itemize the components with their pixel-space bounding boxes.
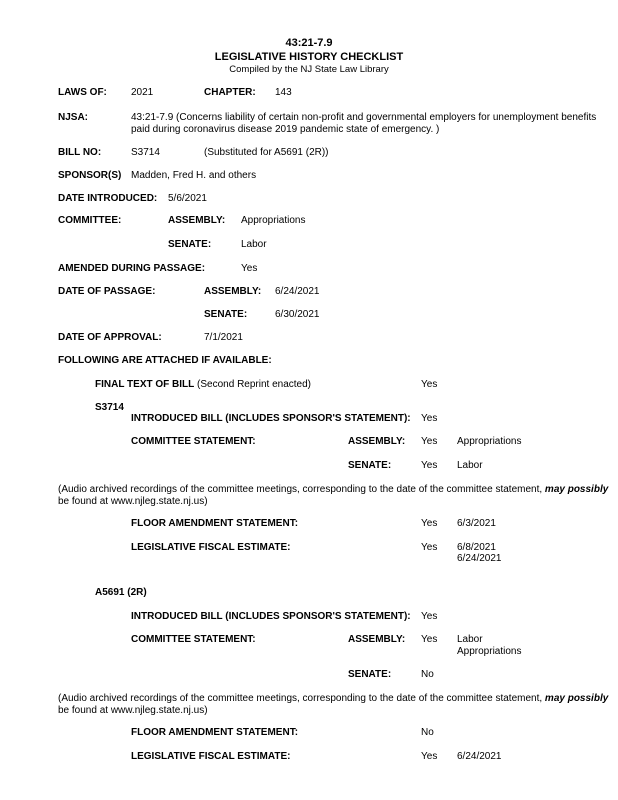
bill-no-label: BILL NO:	[58, 147, 102, 158]
final-text-label: FINAL TEXT OF BILL	[95, 379, 195, 390]
s3714-introduced-label: INTRODUCED BILL (INCLUDES SPONSOR'S STATEMENT):	[131, 413, 411, 424]
s3714-floor-value: Yes	[421, 518, 438, 529]
compiled-by: Compiled by the NJ State Law Library	[229, 64, 389, 75]
a5691-senate-value: No	[421, 669, 434, 680]
chapter-value: 143	[275, 87, 292, 98]
laws-of-label: LAWS OF:	[58, 87, 107, 98]
njsa-label: NJSA:	[58, 112, 89, 123]
committee-assembly-value: Appropriations	[241, 215, 306, 226]
chapter-label: CHAPTER:	[204, 87, 256, 98]
s3714-audio-note-line1	[58, 484, 608, 496]
passage-assembly-value: 6/24/2021	[275, 286, 320, 297]
s3714-audio-note-text: (Audio archived recordings of the committee meetings, corresponding to the date of the committee statement,	[58, 484, 543, 495]
final-text-row	[95, 379, 311, 391]
njsa-line-2: paid during coronavirus disease 2019 pandemic state of emergency. )	[131, 124, 440, 135]
s3714-assembly-label: ASSEMBLY:	[348, 436, 406, 447]
a5691-committee-label: COMMITTEE STATEMENT:	[131, 634, 256, 645]
sponsors-label: SPONSOR(S)	[58, 170, 122, 181]
passage-assembly-label: ASSEMBLY:	[204, 286, 262, 297]
a5691-assembly-label: ASSEMBLY:	[348, 634, 406, 645]
laws-of-value: 2021	[131, 87, 154, 98]
a5691-audio-note-line1	[58, 693, 608, 705]
document-title: LEGISLATIVE HISTORY CHECKLIST	[214, 51, 404, 63]
statute-number: 43:21-7.9	[285, 37, 333, 49]
a5691-assembly-value: Yes	[421, 634, 438, 645]
committee-senate-value: Labor	[241, 239, 267, 250]
s3714-audio-note-line2: be found at www.njleg.state.nj.us)	[58, 496, 208, 507]
njsa-line-1: 43:21-7.9 (Concerns liability of certain non-profit and governmental employers for unemployment benefits	[131, 112, 597, 123]
final-text-note: (Second Reprint enacted)	[197, 379, 312, 390]
committee-senate-label: SENATE:	[168, 239, 212, 250]
s3714-fiscal-value: Yes	[421, 542, 438, 553]
s3714-senate-value: Yes	[421, 460, 438, 471]
a5691-fiscal-label: LEGISLATIVE FISCAL ESTIMATE:	[131, 751, 291, 762]
s3714-floor-date: 6/3/2021	[457, 518, 496, 529]
s3714-assembly-value: Yes	[421, 436, 438, 447]
a5691-introduced-label: INTRODUCED BILL (INCLUDES SPONSOR'S STATEMENT):	[131, 611, 411, 622]
s3714-fiscal-date-1: 6/8/2021	[457, 542, 496, 553]
approval-value: 7/1/2021	[204, 332, 243, 343]
s3714-label: S3714	[95, 402, 124, 413]
a5691-audio-note-text: (Audio archived recordings of the committee meetings, corresponding to the date of the committee statement,	[58, 693, 543, 704]
sponsors-value: Madden, Fred H. and others	[131, 170, 257, 181]
a5691-assembly-detail-1: Labor	[457, 634, 483, 645]
a5691-floor-label: FLOOR AMENDMENT STATEMENT:	[131, 727, 299, 738]
passage-senate-label: SENATE:	[204, 309, 248, 320]
date-introduced-value: 5/6/2021	[168, 193, 207, 204]
passage-label: DATE OF PASSAGE:	[58, 286, 156, 297]
s3714-senate-detail: Labor	[457, 460, 483, 471]
amended-value: Yes	[241, 263, 258, 274]
a5691-senate-label: SENATE:	[348, 669, 392, 680]
a5691-assembly-detail-2: Appropriations	[457, 646, 522, 657]
a5691-introduced-value: Yes	[421, 611, 438, 622]
a5691-audio-note-emphasis: may possibly	[544, 693, 609, 704]
committee-label: COMMITTEE:	[58, 215, 122, 226]
s3714-fiscal-label: LEGISLATIVE FISCAL ESTIMATE:	[131, 542, 291, 553]
final-text-value: Yes	[421, 379, 438, 390]
s3714-fiscal-date-2: 6/24/2021	[457, 553, 502, 564]
bill-no-note: (Substituted for A5691 (2R))	[204, 147, 329, 158]
s3714-audio-note-emphasis: may possibly	[544, 484, 609, 495]
a5691-audio-note-line2: be found at www.njleg.state.nj.us)	[58, 705, 208, 716]
a5691-floor-value: No	[421, 727, 434, 738]
a5691-fiscal-value: Yes	[421, 751, 438, 762]
date-introduced-label: DATE INTRODUCED:	[58, 193, 158, 204]
attached-heading: FOLLOWING ARE ATTACHED IF AVAILABLE:	[58, 355, 272, 366]
s3714-senate-label: SENATE:	[348, 460, 392, 471]
amended-label: AMENDED DURING PASSAGE:	[58, 263, 206, 274]
a5691-label: A5691 (2R)	[95, 587, 147, 598]
passage-senate-value: 6/30/2021	[275, 309, 320, 320]
s3714-committee-label: COMMITTEE STATEMENT:	[131, 436, 256, 447]
s3714-assembly-detail: Appropriations	[457, 436, 522, 447]
approval-label: DATE OF APPROVAL:	[58, 332, 162, 343]
s3714-floor-label: FLOOR AMENDMENT STATEMENT:	[131, 518, 299, 529]
a5691-fiscal-date: 6/24/2021	[457, 751, 502, 762]
committee-assembly-label: ASSEMBLY:	[168, 215, 226, 226]
s3714-introduced-value: Yes	[421, 413, 438, 424]
bill-no-value: S3714	[131, 147, 160, 158]
